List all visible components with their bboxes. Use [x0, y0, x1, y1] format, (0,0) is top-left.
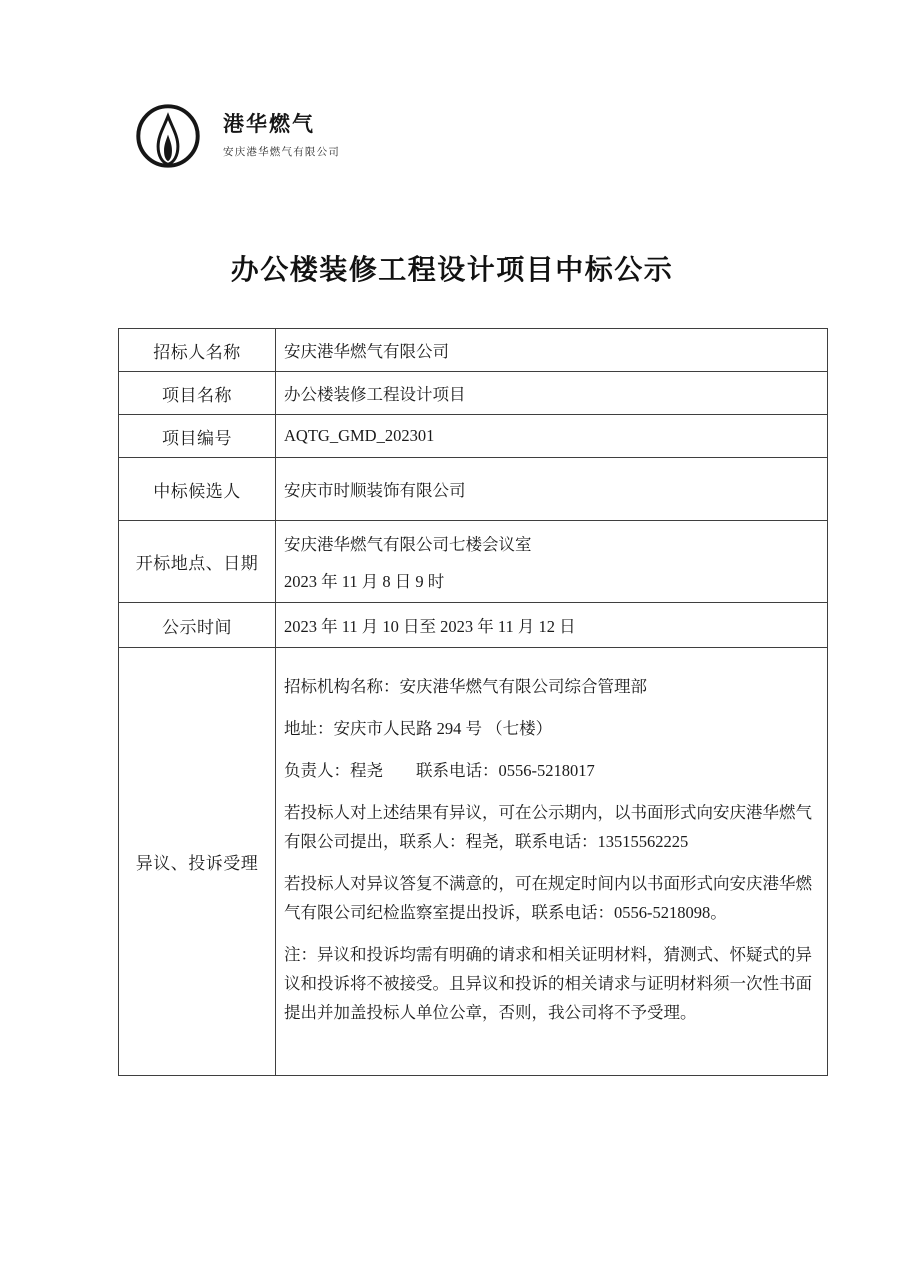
row-label: 公示时间 [119, 603, 276, 647]
row-label: 异议、投诉受理 [119, 648, 276, 1075]
table-row-publicity-period [119, 603, 827, 648]
cell-line: 安庆市时顺装饰有限公司 [284, 481, 466, 500]
row-value [276, 458, 827, 520]
cell-line: 2023 年 11 月 8 日 9 时 [284, 572, 445, 591]
paragraph-agency-name: 招标机构名称：安庆港华燃气有限公司综合管理部 [284, 677, 647, 696]
table-row-opening-place-date [119, 521, 827, 603]
paragraph-complaint-procedure: 若投标人对异议答复不满意的，可在规定时间内以书面形式向安庆港华燃气有限公司纪检监察室提出投诉，联系电话：0556-5218098。 [284, 874, 812, 922]
row-value [276, 415, 827, 457]
table-row-objection-complaint [119, 648, 827, 1075]
bid-announcement-table [118, 328, 828, 1076]
company-logo [135, 103, 340, 169]
paragraph-objection-procedure: 若投标人对上述结果有异议，可在公示期内，以书面形式向安庆港华燃气有限公司提出，联系人：程尧，联系电话：13515562225 [284, 803, 812, 851]
table-row-project-number [119, 415, 827, 458]
row-value [276, 372, 827, 414]
table-row-project-name [119, 372, 827, 415]
row-label: 项目名称 [119, 372, 276, 414]
row-label: 项目编号 [119, 415, 276, 457]
cell-line: 2023 年 11 月 10 日至 2023 年 11 月 12 日 [284, 617, 576, 636]
row-label: 招标人名称 [119, 329, 276, 371]
logo-text [223, 113, 340, 158]
row-value [276, 521, 827, 602]
flame-in-circle-icon [135, 103, 201, 169]
row-value [276, 648, 827, 1075]
table-row-winning-candidate [119, 458, 827, 521]
row-label: 中标候选人 [119, 458, 276, 520]
row-label: 开标地点、日期 [119, 521, 276, 602]
table-row-bidder-name [119, 329, 827, 372]
paragraph-contact: 负责人：程尧 联系电话：0556-5218017 [284, 761, 595, 780]
row-value [276, 329, 827, 371]
page-title: 办公楼装修工程设计项目中标公示 [230, 255, 674, 286]
cell-line: 办公楼装修工程设计项目 [284, 385, 466, 404]
cell-line: AQTG_GMD_202301 [284, 426, 435, 445]
brand-name: 港华燃气 [223, 113, 315, 137]
cell-line: 安庆港华燃气有限公司 [284, 342, 449, 361]
paragraph-note: 注：异议和投诉均需有明确的请求和相关证明材料，猜测式、怀疑式的异议和投诉将不被接受。且异议和投诉的相关请求与证明材料须一次性书面提出并加盖投标人单位公章，否则，我公司将不予受理。 [284, 945, 812, 1022]
paragraph-address: 地址：安庆市人民路 294 号 （七楼） [284, 719, 553, 738]
cell-line: 安庆港华燃气有限公司七楼会议室 [284, 535, 532, 554]
row-value [276, 603, 827, 647]
brand-company-name: 安庆港华燃气有限公司 [223, 145, 340, 158]
